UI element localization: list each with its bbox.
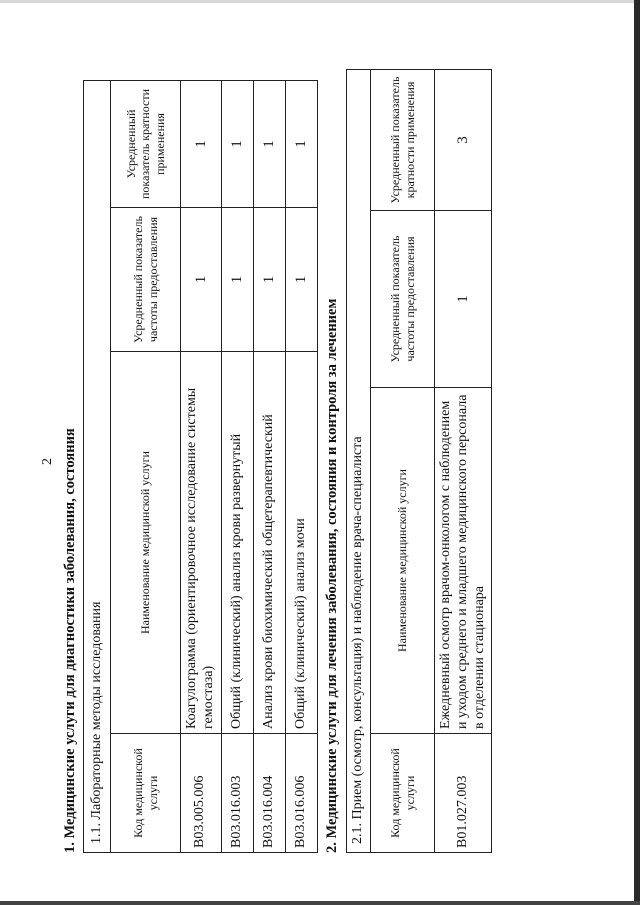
table-row [221, 80, 253, 852]
table-row [285, 80, 317, 852]
cell-name: Коагулограмма (ориентировочное исследование системы гемостаза) [181, 352, 222, 734]
table-header-row [111, 80, 181, 852]
section2-title: 2. Медицинские услуги для лечения заболевания, состояния и контроля за лечением [324, 298, 340, 853]
cell-freq: 1 [181, 208, 222, 352]
header-mult: Усредненный показатель кратности применения [371, 69, 435, 210]
table-row [347, 69, 371, 852]
table-row [435, 69, 492, 852]
cell-mult: 3 [435, 69, 492, 210]
section1-subsection: 1.1. Лабораторные методы исследования [84, 80, 111, 852]
table-row [84, 80, 111, 852]
header-freq: Усредненный показатель частоты предоставления [111, 208, 181, 352]
table-header-row [371, 69, 435, 852]
header-code: Код медицинской услуги [371, 734, 435, 853]
cell-mult: 1 [181, 80, 222, 207]
header-name: Наименование медицинской услуги [371, 388, 435, 734]
cell-mult: 1 [221, 80, 253, 207]
cell-mult: 1 [285, 80, 317, 207]
header-name: Наименование медицинской услуги [111, 352, 181, 734]
cell-code: B03.016.004 [253, 734, 285, 853]
header-code: Код медицинской услуги [111, 734, 181, 853]
table-row [181, 80, 222, 852]
section1-table [83, 80, 318, 853]
cell-name: Общий (клинический) анализ мочи [285, 352, 317, 734]
cell-name: Анализ крови биохимический общетерапевтический [253, 352, 285, 734]
section1-title: 1. Медицинские услуги для диагностики заболевания, состояния [62, 428, 78, 853]
cell-freq: 1 [435, 211, 492, 388]
cell-code: B03.005.006 [181, 734, 222, 853]
cell-code: B03.016.006 [285, 734, 317, 853]
header-freq: Усредненный показатель частоты предоставления [371, 211, 435, 388]
cell-freq: 1 [221, 208, 253, 352]
section2-table [346, 69, 492, 853]
header-mult: Усредненный показатель кратности применения [111, 80, 181, 207]
cell-name: Общий (клинический) анализ крови развернутый [221, 352, 253, 734]
cell-code: B03.016.003 [221, 734, 253, 853]
cell-mult: 1 [253, 80, 285, 207]
section2-subsection: 2.1. Прием (осмотр, консультация) и наблюдение врача-специалиста [347, 69, 371, 852]
table-row [253, 80, 285, 852]
page-number: 2 [40, 458, 55, 465]
cell-freq: 1 [253, 208, 285, 352]
cell-code: B01.027.003 [435, 734, 492, 853]
cell-name: Ежедневный осмотр врачом-онкологом с наблюдением и уходом среднего и младшего медицинского персонала в отделении стационара [435, 388, 492, 734]
cell-freq: 1 [285, 208, 317, 352]
